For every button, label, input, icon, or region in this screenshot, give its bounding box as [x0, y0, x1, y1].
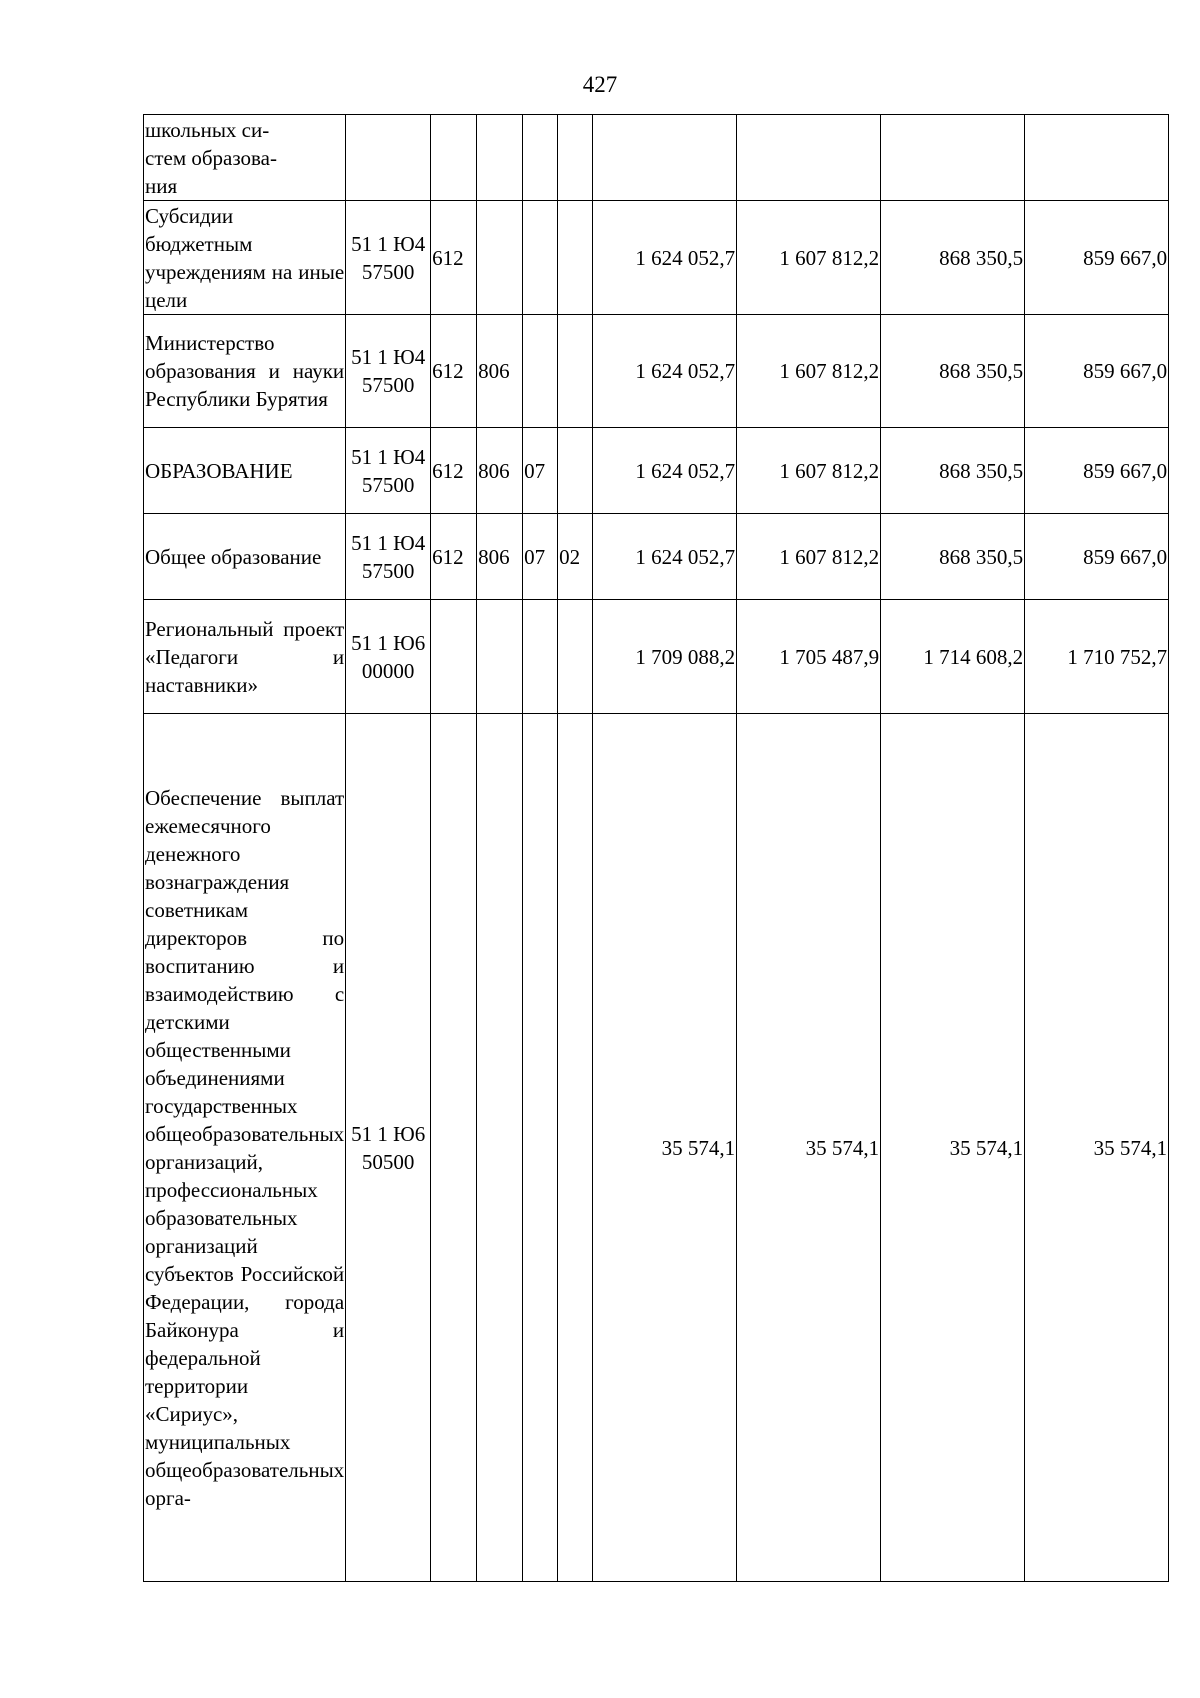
section-code-cell: 07 [523, 514, 558, 600]
amount-1-cell [593, 115, 737, 201]
ministry-code-cell [477, 714, 523, 1582]
row-name-cell: Субсидии бюджетным учреждениям на иные цели [144, 201, 346, 315]
table-row [144, 115, 1169, 201]
table-row [144, 315, 1169, 428]
amount-2-cell: 35 574,1 [737, 714, 881, 1582]
amount-1-cell: 1 624 052,7 [593, 315, 737, 428]
ministry-code-cell: 806 [477, 428, 523, 514]
expense-type-cell [431, 600, 477, 714]
expense-type-cell [431, 115, 477, 201]
target-code-cell: 51 1 Ю6 50500 [346, 714, 431, 1582]
expense-type-cell [431, 714, 477, 1582]
subsection-code-cell [558, 201, 593, 315]
amount-4-cell: 859 667,0 [1025, 428, 1169, 514]
amount-1-cell: 35 574,1 [593, 714, 737, 1582]
amount-3-cell: 868 350,5 [881, 201, 1025, 315]
expense-type-cell: 612 [431, 315, 477, 428]
amount-3-cell [881, 115, 1025, 201]
amount-1-cell: 1 624 052,7 [593, 201, 737, 315]
row-name-cell: Обеспечение выплат ежемесячного денежного вознаграждения советникам директоров по воспитанию и взаимодействию с детскими общественными объединениями государственных общеобразовательных организаций, профессиональных образовательных организаций субъектов Российской Федерации, города Байконура и федеральной территории «Сириус», муниципальных общеобразовательных орга- [144, 714, 346, 1582]
section-code-cell: 07 [523, 428, 558, 514]
row-name-cell: Министерство образования и науки Республики Бурятия [144, 315, 346, 428]
table-row [144, 428, 1169, 514]
amount-2-cell: 1 607 812,2 [737, 201, 881, 315]
table-row [144, 514, 1169, 600]
amount-2-cell [737, 115, 881, 201]
section-code-cell [523, 714, 558, 1582]
amount-4-cell [1025, 115, 1169, 201]
budget-table [143, 114, 1169, 1582]
amount-3-cell: 35 574,1 [881, 714, 1025, 1582]
subsection-code-cell [558, 600, 593, 714]
target-code-cell: 51 1 Ю4 57500 [346, 428, 431, 514]
ministry-code-cell [477, 201, 523, 315]
ministry-code-cell: 806 [477, 514, 523, 600]
table-row [144, 714, 1169, 1582]
row-name-cell: Региональный проект «Педагоги и наставники» [144, 600, 346, 714]
amount-3-cell: 868 350,5 [881, 428, 1025, 514]
amount-4-cell: 859 667,0 [1025, 201, 1169, 315]
target-code-cell: 51 1 Ю4 57500 [346, 315, 431, 428]
section-code-cell [523, 201, 558, 315]
target-code-cell: 51 1 Ю4 57500 [346, 514, 431, 600]
amount-3-cell: 1 714 608,2 [881, 600, 1025, 714]
ministry-code-cell: 806 [477, 315, 523, 428]
row-name-cell: Общее образование [144, 514, 346, 600]
amount-1-cell: 1 709 088,2 [593, 600, 737, 714]
subsection-code-cell [558, 428, 593, 514]
subsection-code-cell: 02 [558, 514, 593, 600]
page-number: 427 [582, 72, 618, 97]
table-row [144, 201, 1169, 315]
row-name-cell: школьных си- стем образова- ния [144, 115, 346, 201]
table-body [144, 115, 1169, 1582]
row-name-cell: ОБРАЗОВАНИЕ [144, 428, 346, 514]
amount-2-cell: 1 705 487,9 [737, 600, 881, 714]
ministry-code-cell [477, 600, 523, 714]
target-code-cell: 51 1 Ю6 00000 [346, 600, 431, 714]
section-code-cell [523, 115, 558, 201]
amount-4-cell: 1 710 752,7 [1025, 600, 1169, 714]
amount-1-cell: 1 624 052,7 [593, 514, 737, 600]
section-code-cell [523, 315, 558, 428]
amount-3-cell: 868 350,5 [881, 514, 1025, 600]
amount-2-cell: 1 607 812,2 [737, 514, 881, 600]
amount-4-cell: 859 667,0 [1025, 514, 1169, 600]
subsection-code-cell [558, 714, 593, 1582]
amount-2-cell: 1 607 812,2 [737, 428, 881, 514]
amount-3-cell: 868 350,5 [881, 315, 1025, 428]
subsection-code-cell [558, 115, 593, 201]
target-code-cell [346, 115, 431, 201]
expense-type-cell: 612 [431, 514, 477, 600]
amount-4-cell: 35 574,1 [1025, 714, 1169, 1582]
table-row [144, 600, 1169, 714]
ministry-code-cell [477, 115, 523, 201]
target-code-cell: 51 1 Ю4 57500 [346, 201, 431, 315]
amount-4-cell: 859 667,0 [1025, 315, 1169, 428]
amount-1-cell: 1 624 052,7 [593, 428, 737, 514]
section-code-cell [523, 600, 558, 714]
subsection-code-cell [558, 315, 593, 428]
amount-2-cell: 1 607 812,2 [737, 315, 881, 428]
expense-type-cell: 612 [431, 201, 477, 315]
expense-type-cell: 612 [431, 428, 477, 514]
